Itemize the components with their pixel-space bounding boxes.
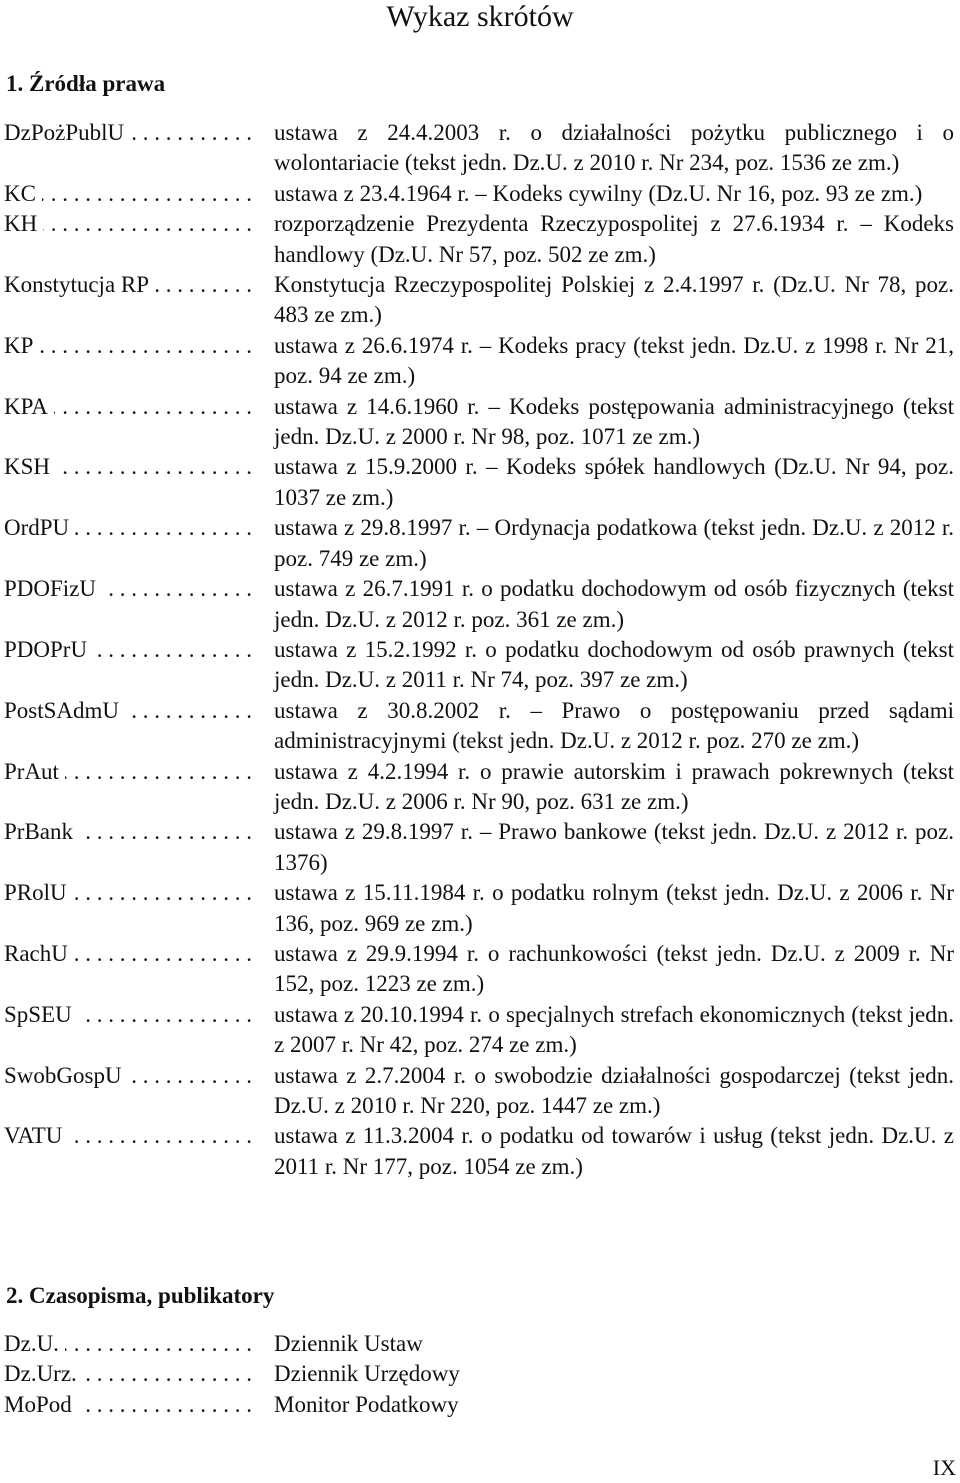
section-heading-sources-of-law: 1. Źródła prawa (6, 71, 166, 96)
abbreviation-description: Dziennik Urzędowy (274, 1361, 460, 1387)
list-item (4, 1061, 956, 1122)
abbreviation-term: VATU . . . (4, 1121, 274, 1151)
abbreviation-description: ustawa z 2.7.2004 r. o swobodzie działalności gospodarczej (tekst jedn. Dz.U. z 2010 r. Nr 220, poz. 1447 ze zm.) (274, 1062, 954, 1118)
abbreviation-description: ustawa z 14.6.1960 r. – Kodeks postępowania administracyjnego (tekst jedn. Dz.U. z 2000 r. Nr 98, poz. 1071 ze zm.) (274, 393, 954, 450)
abbreviation-description: ustawa z 29.8.1997 r. – Ordynacja podatkowa (tekst jedn. Dz.U. z 2012 r. poz. 749 ze zm.) (274, 515, 954, 571)
abbreviation-term: DzPożPublU . . . (4, 118, 274, 148)
list-item (4, 757, 956, 818)
list-item (4, 392, 956, 453)
list-item (4, 635, 956, 696)
abbreviation-term: OrdPU . . . (4, 513, 274, 543)
abbreviation-list-journals (4, 1329, 956, 1420)
abbreviation-description: ustawa z 11.3.2004 r. o podatku od towarów i usług (tekst jedn. Dz.U. z 2011 r. Nr 177, poz. 1054 ze zm.) (274, 1123, 954, 1179)
list-item (4, 118, 956, 179)
abbreviation-description: ustawa z 23.4.1964 r. – Kodeks cywilny (Dz.U. Nr 16, poz. 93 ze zm.) (274, 180, 923, 206)
abbreviation-term: Konstytucja RP . . . (4, 270, 274, 300)
list-item (4, 452, 956, 513)
abbreviation-term: KP . . . (4, 331, 274, 361)
list-item (4, 817, 956, 878)
abbreviation-description: ustawa z 15.9.2000 r. – Kodeks spółek handlowych (Dz.U. Nr 94, poz. 1037 ze zm.) (274, 454, 954, 510)
list-item (4, 179, 956, 209)
abbreviation-term: PDOPrU . . . (4, 635, 274, 665)
list-item (4, 574, 956, 635)
abbreviation-term: Dz.Urz. . . . (4, 1359, 274, 1389)
list-item (4, 1390, 956, 1420)
abbreviation-description: ustawa z 15.2.1992 r. o podatku dochodowym od osób prawnych (tekst jedn. Dz.U. z 2011 r. Nr 74, poz. 397 ze zm.) (274, 636, 954, 693)
abbreviation-term: PDOFizU . . . (4, 574, 274, 604)
abbreviation-term: PostSAdmU . . . (4, 696, 274, 726)
abbreviation-term: KSH . . . (4, 452, 274, 482)
list-item (4, 331, 956, 392)
abbreviation-description: ustawa z 4.2.1994 r. o prawie autorskim i prawach pokrewnych (tekst jedn. Dz.U. z 2006 r. Nr 90, poz. 631 ze zm.) (274, 758, 954, 814)
section-heading-journals: 2. Czasopisma, publikatory (6, 1283, 275, 1308)
abbreviation-description: ustawa z 29.8.1997 r. – Prawo bankowe (tekst jedn. Dz.U. z 2012 r. poz. 1376) (274, 819, 954, 875)
list-item (4, 696, 956, 757)
list-item (4, 513, 956, 574)
abbreviation-description: Dziennik Ustaw (274, 1331, 423, 1356)
abbreviation-term: MoPod . . . (4, 1390, 274, 1420)
abbreviation-term: RachU . . . (4, 939, 274, 969)
abbreviation-term: SwobGospU . . . (4, 1061, 274, 1091)
abbreviation-term: PrBank . . . (4, 817, 274, 847)
abbreviation-description: ustawa z 26.6.1974 r. – Kodeks pracy (tekst jedn. Dz.U. z 1998 r. Nr 21, poz. 94 ze zm.) (274, 332, 954, 389)
abbreviation-term: KC . . . (4, 179, 274, 209)
list-item (4, 270, 956, 331)
list-item (4, 1000, 956, 1061)
abbreviation-term: KH . . . (4, 209, 274, 239)
page-title: Wykaz skrótów (386, 0, 574, 33)
abbreviation-term: PrAut . . . (4, 757, 274, 787)
abbreviation-term: SpSEU . . . (4, 1000, 274, 1030)
abbreviation-term: PRolU . . . (4, 878, 274, 908)
abbreviation-description: ustawa z 26.7.1991 r. o podatku dochodowym od osób fizycznych (tekst jedn. Dz.U. z 2012 r. poz. 361 ze zm.) (274, 576, 954, 632)
abbreviation-description: Konstytucja Rzeczypospolitej Polskiej z 2.4.1997 r. (Dz.U. Nr 78, poz. 483 ze zm.) (274, 272, 954, 328)
list-item (4, 878, 956, 939)
abbreviation-description: ustawa z 29.9.1994 r. o rachunkowości (tekst jedn. Dz.U. z 2009 r. Nr 152, poz. 1223 ze zm.) (274, 940, 954, 997)
page-number: IX (932, 1455, 956, 1480)
abbreviation-description: Monitor Podatkowy (274, 1391, 459, 1417)
abbreviation-description: ustawa z 20.10.1994 r. o specjalnych strefach ekonomicznych (tekst jedn. z 2007 r. Nr 42, poz. 274 ze zm.) (274, 1001, 954, 1058)
list-item (4, 209, 956, 270)
list-item (4, 1329, 956, 1359)
abbreviation-term: Dz.U. . . . (4, 1329, 274, 1359)
abbreviation-description: ustawa z 15.11.1984 r. o podatku rolnym (tekst jedn. Dz.U. z 2006 r. Nr 136, poz. 969 ze zm.) (274, 880, 954, 936)
abbreviation-description: ustawa z 30.8.2002 r. – Prawo o postępowaniu przed sądami administracyjnymi (tekst jedn. Dz.U. z 2012 r. poz. 270 ze zm.) (274, 697, 954, 754)
abbreviation-list-sources-of-law (4, 118, 956, 1182)
abbreviation-description: ustawa z 24.4.2003 r. o działalności pożytku publicznego i o wolontariacie (tekst jedn. Dz.U. z 2010 r. Nr 234, poz. 1536 ze zm.) (274, 120, 954, 176)
list-item (4, 939, 956, 1000)
abbreviation-description: rozporządzenie Prezydenta Rzeczypospolitej z 27.6.1934 r. – Kodeks handlowy (Dz.U. Nr 57, poz. 502 ze zm.) (274, 211, 954, 267)
list-item (4, 1359, 956, 1389)
abbreviation-term: KPA . . . (4, 392, 274, 422)
list-item (4, 1121, 956, 1182)
